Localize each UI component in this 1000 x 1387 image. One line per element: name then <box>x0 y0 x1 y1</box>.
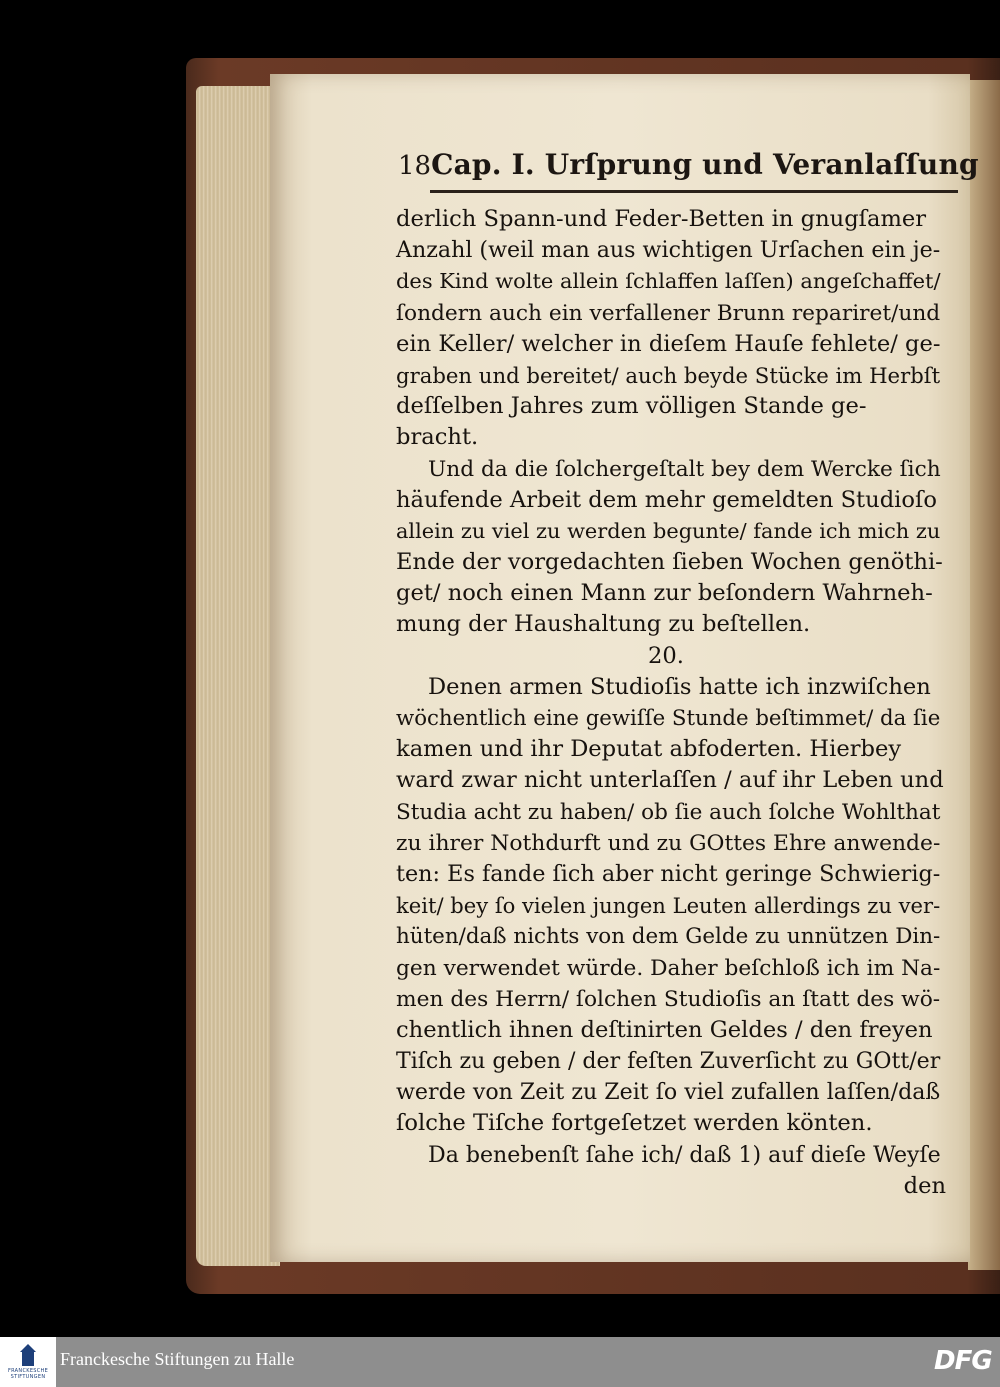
text-line: ſondern auch ein verfallener Brunn repariret/und <box>396 300 941 326</box>
text-line: werde von Zeit zu Zeit ſo viel zufallen laſſen/daß <box>396 1079 941 1106</box>
page-edges <box>196 86 280 1266</box>
text-line: kamen und ihr Deputat abfoderten. Hierbey <box>396 736 902 763</box>
logo-text-2: STIFTUNGEN <box>10 1374 46 1380</box>
header-rule <box>430 190 958 193</box>
text-line: ten: Es fande ſich aber nicht geringe Schwierig- <box>396 860 941 887</box>
paragraph-start: Und da die ſolchergeſtalt bey dem Wercke ſich <box>428 456 941 482</box>
catchword: den <box>903 1172 946 1199</box>
text-line: graben und bereitet/ auch beyde Stücke im Herbſt <box>396 362 941 388</box>
text-line: deſſelben Jahres zum völligen Stande ge- <box>396 393 867 420</box>
paragraph-start: Da benebenſt ſahe ich/ daß 1) auf dieſe Weyſe <box>428 1142 941 1168</box>
text-line: mung der Haushaltung zu beſtellen. <box>396 611 811 638</box>
institution-name: Franckesche Stiftungen zu Halle <box>60 1349 295 1369</box>
text-line: Tiſch zu geben / der feſten Zuverſicht zu GOtt/er <box>396 1049 941 1075</box>
text-line: ward zwar nicht unterlaſſen / auf ihr Leben und <box>396 767 944 794</box>
dfg-logo[interactable]: DFG <box>934 1346 992 1376</box>
running-title: Cap. I. Urſprung und Veranlaſſung <box>431 148 979 181</box>
text-line: Anzahl (weil man aus wichtigen Urſachen ein je- <box>396 237 941 264</box>
page-number: 18 <box>398 151 432 181</box>
text-line: chentlich ihnen deſtinirten Geldes / den freyen <box>396 1016 933 1043</box>
text-line: ein Keller/ welcher in dieſem Hauſe fehlete/ ge- <box>396 330 941 357</box>
section-number: 20. <box>648 642 684 669</box>
text-line: Studia acht zu haben/ ob ſie auch ſolche Wohlthat <box>396 799 941 825</box>
building-icon <box>18 1344 38 1368</box>
text-line: zu ihrer Nothdurft und zu GOttes Ehre anwende- <box>396 830 941 856</box>
logo-text-1: FRANCKESCHE <box>7 1368 49 1374</box>
facing-page-edge <box>968 80 1000 1270</box>
text-line: des Kind wolte allein ſchlaffen laſſen) angeſchaffet/ <box>396 269 941 294</box>
text-line: bracht. <box>396 424 479 451</box>
page-body <box>396 204 946 1202</box>
text-line: get/ noch einen Mann zur beſondern Wahrneh- <box>396 580 933 607</box>
text-line: wöchentlich eine gewiſſe Stunde beſtimmet/ da ſie <box>396 706 941 731</box>
text-line: men des Herrn/ ſolchen Studioſis an ſtatt des wö- <box>396 986 941 1012</box>
paragraph-start: Denen armen Studioſis hatte ich inzwiſchen <box>428 673 931 700</box>
text-line: Ende der vorgedachten ſieben Wochen genöthi- <box>396 549 943 576</box>
page-header <box>398 148 979 188</box>
text-line: hüten/daß nichts von dem Gelde zu unnützen Din- <box>396 924 941 950</box>
text-line: allein zu viel zu werden begunte/ fande ich mich zu <box>396 518 941 543</box>
text-line: keit/ bey ſo vielen jungen Leuten allerdings zu ver- <box>396 893 941 919</box>
text-line: häufende Arbeit dem mehr gemeldten Studioſo <box>396 486 937 513</box>
text-line: ſolche Tiſche fortgeſetzet werden könten. <box>396 1110 873 1137</box>
institution-logo[interactable] <box>0 1337 56 1387</box>
text-line: derlich Spann-und Feder-Betten in gnugſamer <box>396 206 927 232</box>
text-line: gen verwendet würde. Daher beſchloß ich im Na- <box>396 955 941 981</box>
